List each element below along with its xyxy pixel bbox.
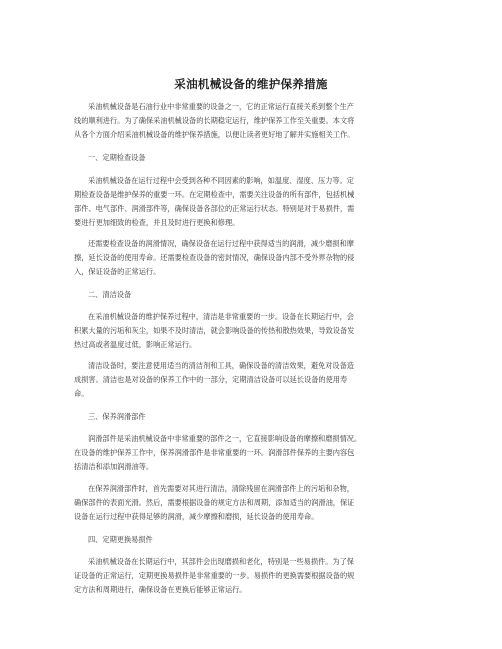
intro-line: 采油机械设备是石油行业中非常重要的设备之一，它的正常运行直接关系到整个生产 xyxy=(88,102,354,111)
section-heading: 一、定期检查设备 xyxy=(88,153,146,162)
paragraph-line: 设备在运行过程中获得足够的润滑，减少摩擦和磨损，延长设备的使用寿命。 xyxy=(74,512,319,521)
paragraph-line: 采油机械设备在长期运行中，其部件会出现磨损和老化，特别是一些易损件。为了保 xyxy=(88,557,354,566)
paragraph-line: 清洁设备时，要注意使用适当的清洁剂和工具，确保设备的清洁效果，避免对设备造 xyxy=(88,361,354,370)
paragraph-line: 成损害。清洁也是对设备的保养工作中的一部分，定期清洁设备可以延长设备的使用寿 xyxy=(74,375,348,384)
intro-line: 线的顺利进行。为了确保采油机械设备的长期稳定运行，维护保养工作至关重要。本文将 xyxy=(74,116,355,125)
section-heading: 四、定期更换易损件 xyxy=(88,535,153,544)
paragraph-line: 润滑部件是采油机械设备中非常重要的部件之一，它直接影响设备的摩擦和磨损情况。 xyxy=(88,434,362,443)
paragraph-line: 在设备的维护保养工作中，保养润滑部件是非常重要的一环。润滑部件保养的主要内容包 xyxy=(74,448,355,457)
paragraph-line: 入，保证设备的正常运行。 xyxy=(74,267,161,276)
section-heading: 三、保养润滑部件 xyxy=(88,412,146,421)
paragraph-line: 擦，延长设备的使用寿命。还需要检查设备的密封情况，确保设备内部不受外界杂物的侵 xyxy=(74,253,355,262)
document-title: 采油机械设备的维护保养措施 xyxy=(174,77,328,91)
paragraph-line: 部件、电气部件、润滑部件等，确保设备各部位的正常运行状态。特别是对于易损件，需 xyxy=(74,204,355,213)
paragraph-line: 期检查设备是维护保养的重要一环。在定期检查中，需要关注设备的所有部件，包括机械 xyxy=(74,190,355,199)
paragraph-line: 定方法和周期进行，确保设备在更换后能够正常运行。 xyxy=(74,585,247,594)
paragraph-line: 证设备的正常运行，定期更换易损件是非常重要的一步。易损件的更换需要根据设备的规 xyxy=(74,571,355,580)
section-heading: 二、清洁设备 xyxy=(88,290,132,299)
intro-line: 从各个方面介绍采油机械设备的维护保养措施，以便让读者更好地了解并实施相关工作。 xyxy=(74,130,355,139)
paragraph-line: 积累大量的污垢和灰尘，如果不及时清洁，就会影响设备的传热和散热效果，导致设备发 xyxy=(74,326,355,335)
paragraph-line: 在保养润滑部件时，首先需要对其进行清洁，清除残留在润滑部件上的污垢和杂物， xyxy=(88,484,354,493)
paragraph-line: 采油机械设备在运行过程中会受到各种不同因素的影响，如温度、湿度、压力等。定 xyxy=(88,176,354,185)
paragraph-line: 要进行更加细致的检查，并且及时进行更换和修理。 xyxy=(74,218,240,227)
paragraph-line: 命。 xyxy=(74,389,89,398)
paragraph-line: 括清洁和添加润滑油等。 xyxy=(74,462,154,471)
paragraph-line: 热过高或者温度过低，影响正常运行。 xyxy=(74,340,197,349)
paragraph-line: 还需要检查设备的润滑情况，确保设备在运行过程中获得适当的润滑，减少磨损和摩 xyxy=(88,239,354,248)
paragraph-line: 确保部件的表面光滑。然后，需要根据设备的规定方法和周期，添加适当的润滑油，保证 xyxy=(74,498,355,507)
paragraph-line: 在采油机械设备的维护保养过程中，清洁是非常重要的一步。设备在长期运行中，会 xyxy=(88,312,354,321)
